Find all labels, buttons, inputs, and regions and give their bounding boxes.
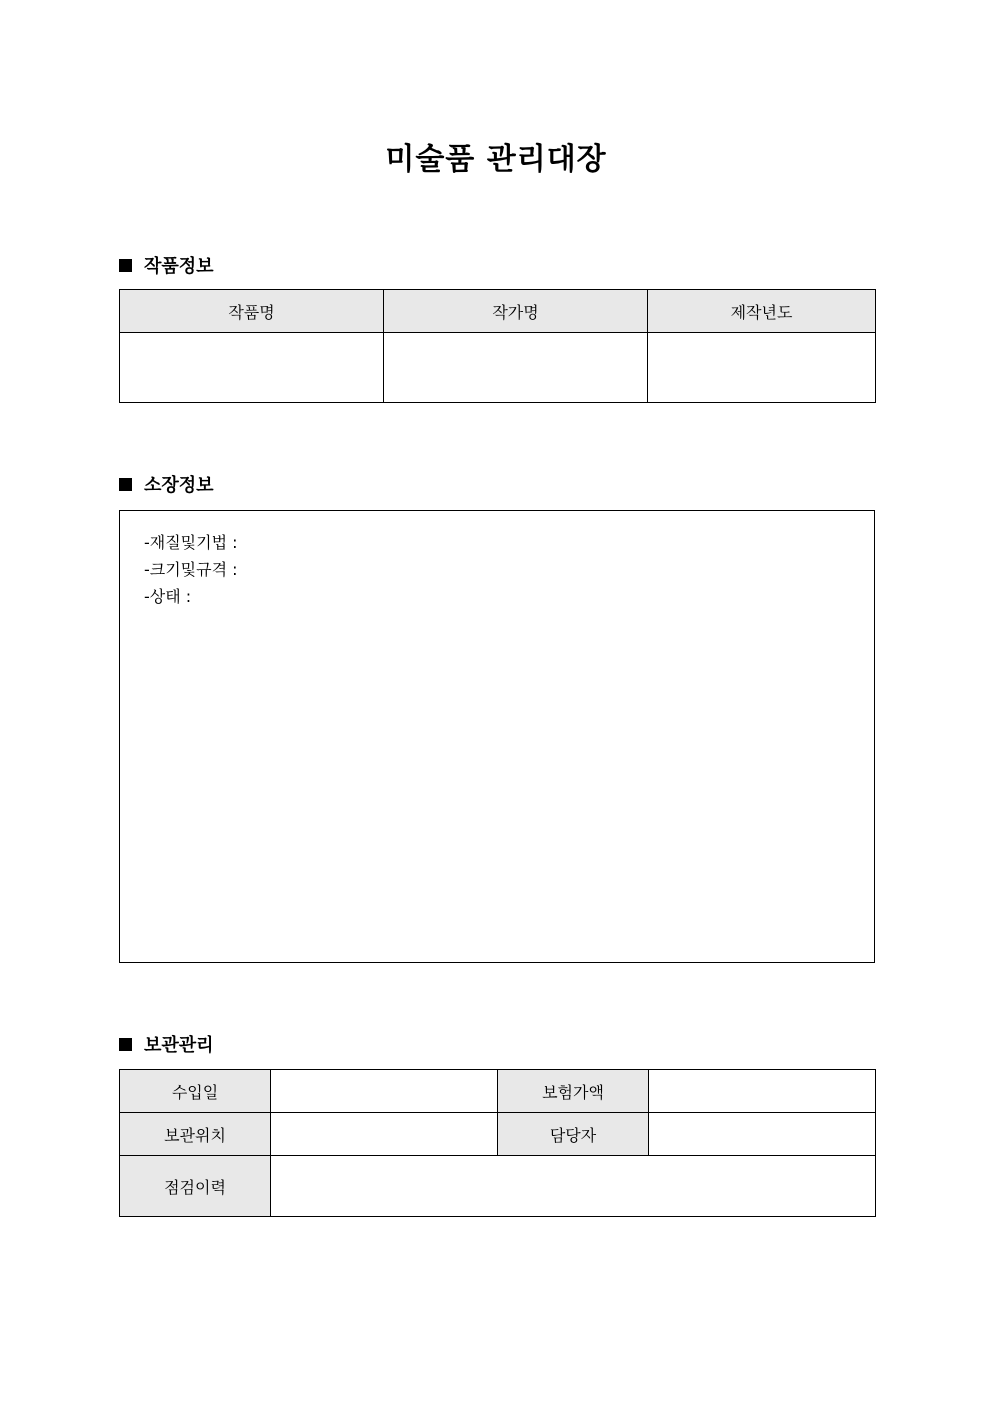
- artwork-info-table: [119, 289, 876, 403]
- storage-location-label: 보관위치: [120, 1113, 271, 1156]
- inspection-history-label: 점검이력: [120, 1156, 271, 1217]
- material-technique-line: -재질및기법 :: [144, 533, 238, 552]
- acquisition-date-field[interactable]: [271, 1070, 498, 1113]
- section-title: 작품정보: [144, 256, 214, 277]
- section-heading-artwork: [119, 253, 214, 277]
- header-artwork-name: 작품명: [120, 290, 384, 333]
- artist-name-field[interactable]: [384, 333, 648, 403]
- size-spec-line: -크기및규격 :: [144, 560, 238, 579]
- production-year-field[interactable]: [648, 333, 876, 403]
- artwork-name-field[interactable]: [120, 333, 384, 403]
- inspection-history-field[interactable]: [271, 1156, 876, 1217]
- holding-info-box[interactable]: [119, 510, 875, 963]
- square-bullet-icon: [119, 478, 132, 491]
- storage-table: [119, 1069, 876, 1217]
- insurance-value-field[interactable]: [649, 1070, 876, 1113]
- square-bullet-icon: [119, 1038, 132, 1051]
- page-title: 미술품 관리대장: [385, 142, 607, 177]
- section-title: 보관관리: [144, 1035, 214, 1056]
- storage-location-field[interactable]: [271, 1113, 498, 1156]
- manager-label: 담당자: [498, 1113, 649, 1156]
- header-artist-name: 작가명: [384, 290, 648, 333]
- section-heading-holding: [119, 472, 214, 496]
- section-title: 소장정보: [144, 475, 214, 496]
- condition-line: -상태 :: [144, 587, 192, 606]
- acquisition-date-label: 수입일: [120, 1070, 271, 1113]
- square-bullet-icon: [119, 259, 132, 272]
- manager-field[interactable]: [649, 1113, 876, 1156]
- header-production-year: 제작년도: [648, 290, 876, 333]
- insurance-value-label: 보험가액: [498, 1070, 649, 1113]
- section-heading-storage: [119, 1032, 214, 1056]
